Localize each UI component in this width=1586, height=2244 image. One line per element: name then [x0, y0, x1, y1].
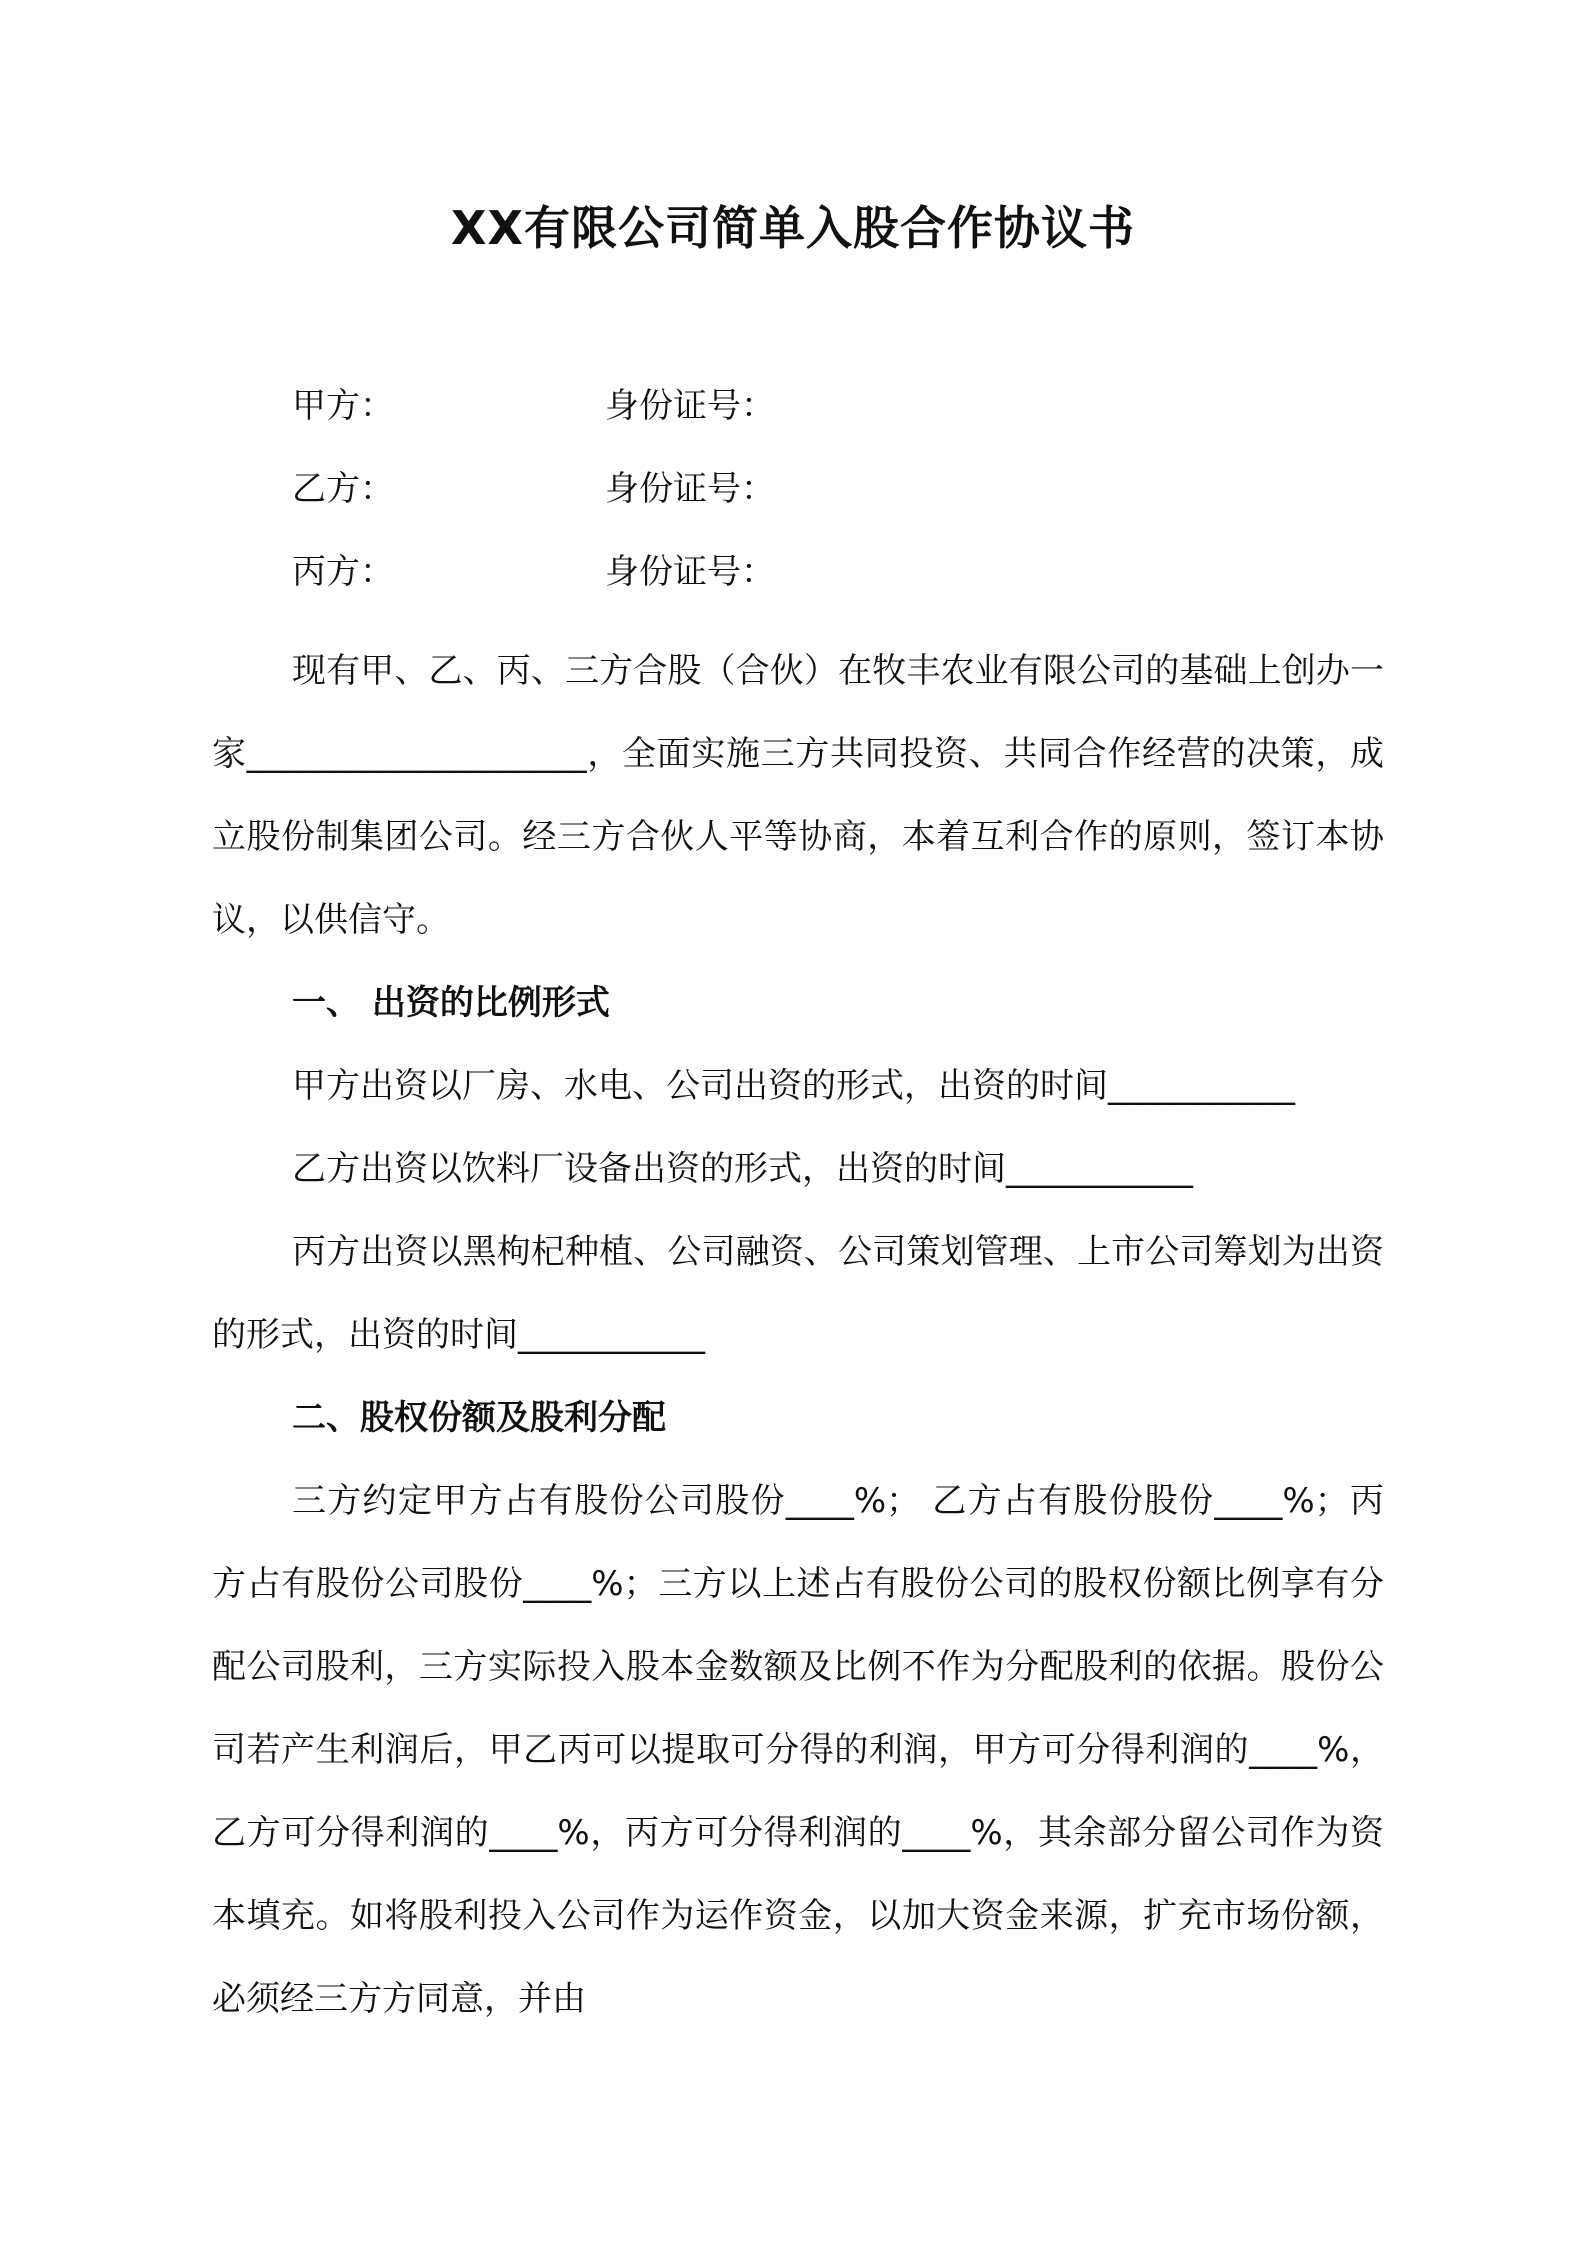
section-2-heading: 二、股权份额及股利分配 [292, 1398, 666, 1438]
party-c-id-label: 身份证号： [605, 552, 775, 592]
section-1-party-a: 甲方出资以厂房、水电、公司出资的形式，出资的时间___________ [292, 1066, 1295, 1106]
section-1-party-b: 乙方出资以饮料厂设备出资的形式，出资的时间___________ [292, 1149, 1193, 1189]
section-1-heading: 一、 出资的比例形式 [292, 983, 610, 1023]
document-title: XX有限公司简单入股合作协议书 [451, 201, 1135, 255]
section-1-party-c: 丙方出资以黑枸杞种植、公司融资、公司策划管理、上市公司筹划为出资的形式，出资的时间___________ [212, 1232, 1384, 1355]
party-a-id-label: 身份证号： [605, 386, 775, 426]
party-b-id-label: 身份证号： [605, 469, 775, 509]
party-b-label: 乙方： [292, 469, 394, 509]
party-c-label: 丙方： [292, 552, 394, 592]
intro-paragraph: 现有甲、乙、丙、三方合股（合伙）在牧丰农业有限公司的基础上创办一家____________________，全面实施三方共同投资、共同合作经营的决策，成立股份制集团公司。经三方合伙人平等协商，本着互利合作的原则，签订本协议，以供信守。 [212, 651, 1384, 940]
party-a-line [292, 384, 775, 428]
section-2-paragraph: 三方约定甲方占有股份公司股份____%； 乙方占有股份股份____%；丙方占有股份公司股份____%；三方以上述占有股份公司的股权份额比例享有分配公司股利，三方实际投入股本金数额及比例不作为分配股利的依据。股份公司若产生利润后，甲乙丙可以提取可分得的利润，甲方可分得利润的____%，乙方可分得利润的____%，丙方可分得利润的____%，其余部分留公司作为资本填充。如将股利投入公司作为运作资金，以加大资金来源，扩充市场份额，必须经三方方同意，并由 [212, 1481, 1384, 2019]
party-b-line [292, 467, 775, 511]
document-body [212, 630, 1384, 2041]
party-c-line [292, 550, 775, 594]
party-a-label: 甲方： [292, 386, 394, 426]
